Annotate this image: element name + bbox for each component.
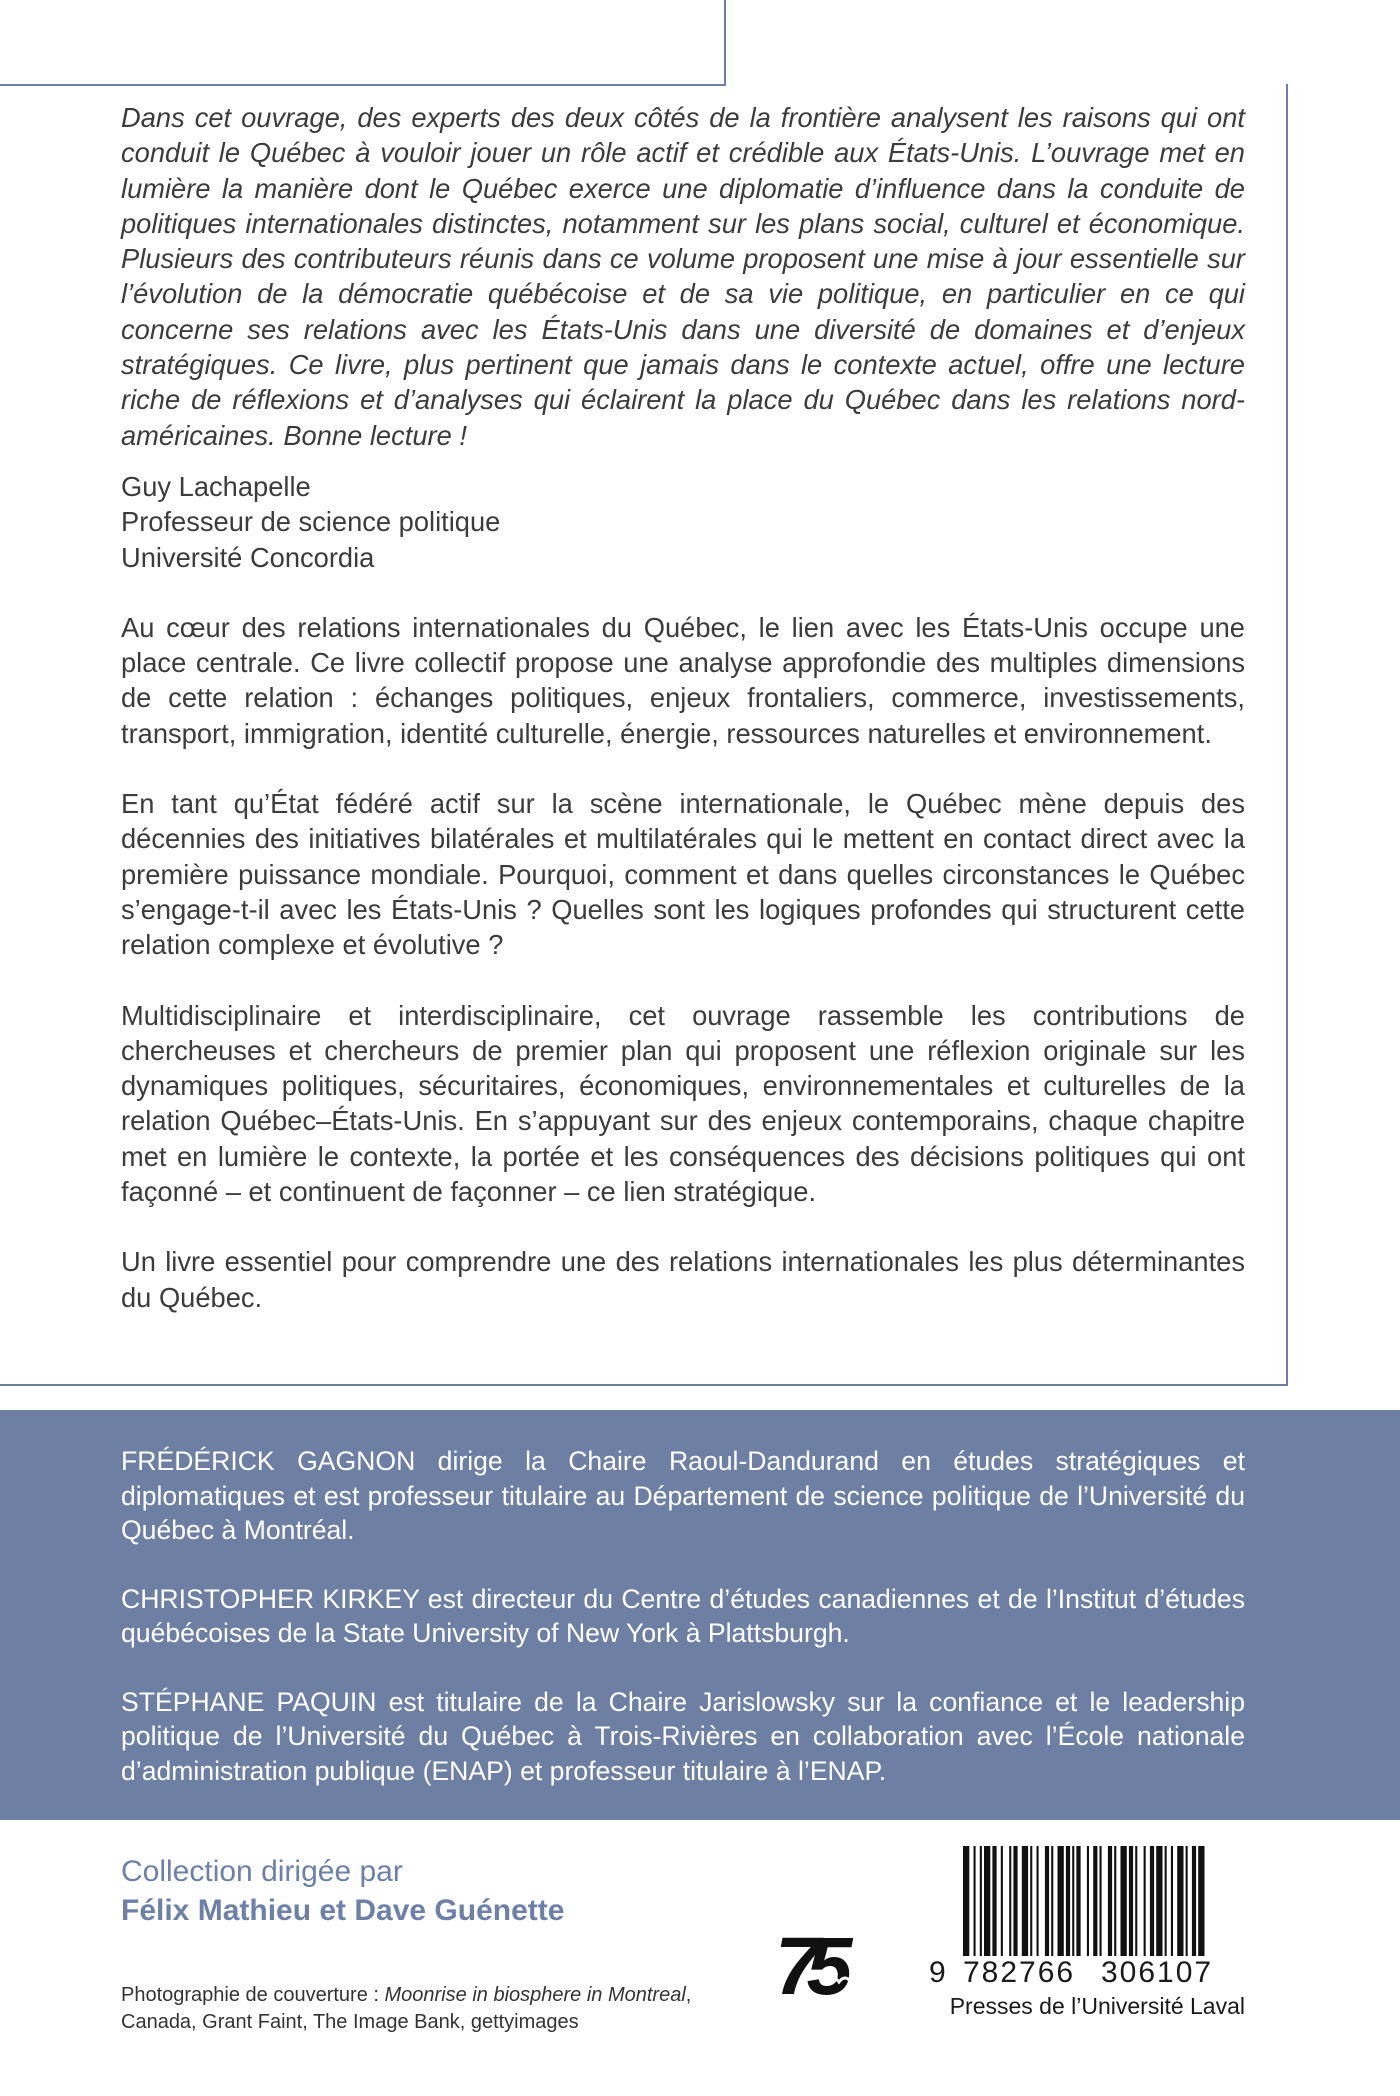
barcode-bar (1087, 1846, 1089, 1956)
barcode-bar (1144, 1846, 1146, 1956)
barcode-bar (1114, 1846, 1116, 1956)
barcode-bar (1108, 1846, 1112, 1956)
barcode-bar (980, 1846, 982, 1956)
collection-block (121, 1852, 564, 1930)
barcode-bar (992, 1846, 996, 1956)
barcode-bar (1045, 1846, 1049, 1956)
barcode-bar (1013, 1846, 1017, 1956)
barcode-bar (1165, 1846, 1167, 1956)
barcode-bar (1156, 1846, 1162, 1956)
collection-editors: Félix Mathieu et Dave Guénette (121, 1894, 565, 1927)
barcode-bar (963, 1846, 969, 1956)
barcode-bar (1058, 1846, 1064, 1956)
barcode-bar (1030, 1846, 1032, 1956)
barcode-bar (1076, 1846, 1080, 1956)
barcode-bar (1037, 1846, 1039, 1956)
photo-credit (121, 1982, 761, 2036)
top-frame-line (0, 0, 726, 86)
barcode-bar (1100, 1846, 1102, 1956)
barcode-bar (1022, 1846, 1028, 1956)
authors-band (0, 1410, 1400, 1820)
publisher-name: Presses de l’Université Laval (949, 1993, 1245, 2019)
barcode-bar (1198, 1846, 1204, 1956)
barcode-bar (1093, 1846, 1097, 1956)
back-cover-text (121, 100, 1245, 1315)
photo-credit-title: Moonrise in biosphere in Montreal (384, 1984, 686, 2006)
isbn-group-1: 782766 (963, 1956, 1076, 1989)
barcode-bar (1066, 1846, 1070, 1956)
signature-block (121, 469, 1245, 575)
body-paragraph: Un livre essentiel pour comprendre une des relations internationales les plus déterminantes du Québec. (121, 1246, 1245, 1313)
photo-credit-prefix: Photographie de couverture : (121, 1984, 385, 2006)
isbn-lead-digit: 9 (929, 1956, 946, 1989)
barcode-bar (1135, 1846, 1137, 1956)
body-paragraph: En tant qu’État fédéré actif sur la scène internationale, le Québec mène depuis des décennies des initiatives bilatérales et multilatérales qui le mettent en contact direct avec la première puissance mondiale. Pourquoi, comment et dans quelles circonstances le Québec s’engage-t-il avec les États-Unis ? Quelles sont les logiques profondes qui structurent cette relation complexe et évolutive ? (121, 788, 1245, 961)
author-bio: FRÉDÉRICK GAGNON dirige la Chaire Raoul-Dandurand en études stratégiques et diplomatiques et est professeur titulaire au Département de science politique de l’Université du Québec à Montréal. (121, 1446, 1245, 1545)
barcode-bar (974, 1846, 976, 1956)
barcode-bar (1177, 1846, 1183, 1956)
barcode-bar (1192, 1846, 1196, 1956)
photo-credit-suffix: , Canada, Grant Faint, The Image Bank, gettyimages (121, 1984, 692, 2033)
barcode-bar (1171, 1846, 1173, 1956)
barcode-icon (963, 1846, 1245, 1956)
body-paragraph: Au cœur des relations internationales du Québec, le lien avec les États-Unis occupe une place centrale. Ce livre collectif propose une analyse approfondie des multiples dimensions de cette relation : échanges politiques, enjeux frontaliers, commerce, investissements, transport, immigration, identité culturelle, énergie, ressources naturelles et environnement. (121, 611, 1245, 749)
authors-list (121, 1444, 1245, 1788)
logo-text: 75 (775, 1924, 839, 2002)
collection-label: Collection dirigée par (121, 1855, 403, 1888)
isbn-group-2: 306107 (1101, 1956, 1214, 1989)
barcode-bar (1150, 1846, 1154, 1956)
intro-paragraph: Dans cet ouvrage, des experts des deux côtés de la frontière analysent les raisons qui ont conduit le Québec à vouloir jouer un rôle actif et crédible aux États-Unis. L’ouvrage met en lumière la manière dont le Québec exerce une diplomatie d’influence dans la conduite de politiques internationales distinctes, notamment sur les plans social, culturel et économique. Plusieurs des contributeurs réunis dans ce volume proposent une mise à jour essentielle sur l’évolution de la démocratie québécoise et de sa vie politique, en particulier en ce qui concerne ses relations avec les États-Unis dans une diversité de domaines et d’enjeux stratégiques. Ce livre, plus pertinent que jamais dans le contexte actuel, offre une lecture riche de réflexions et d’analyses qui éclairent la place du Québec dans les relations nord-américaines. Bonne lecture ! (121, 102, 1245, 451)
barcode-bar (984, 1846, 990, 1956)
isbn-number (929, 1956, 1245, 1988)
barcode-bar (1001, 1846, 1003, 1956)
barcode-bar (1186, 1846, 1188, 1956)
author-bio: STÉPHANE PAQUIN est titulaire de la Chaire Jarislowsky sur la confiance et le leadership politique de l’Université du Québec à Trois-Rivières en collaboration avec l’École nationale d’administration publique (ENAP) et professeur titulaire à l’ENAP. (121, 1686, 1245, 1786)
barcode-bar (1051, 1846, 1053, 1956)
anniversary-75-logo (775, 1924, 871, 2002)
body-paragraph: Multidisciplinaire et interdisciplinaire, cet ouvrage rassemble les contributions de chercheuses et chercheurs de premier plan qui proposent une réflexion originale sur les dynamiques politiques, sécuritaires, économiques, environnementales et culturelles de la relation Québec–États-Unis. En s’appuyant sur des enjeux contemporains, chaque chapitre met en lumière le contexte, la portée et les conséquences des décisions politiques qui ont façonné – et continuent de façonner – ce lien stratégique. (121, 999, 1245, 1208)
barcode-bar (1121, 1846, 1127, 1956)
signature-institution: Université Concordia (121, 541, 375, 573)
signature-title: Professeur de science politique (121, 506, 501, 538)
barcode-bar (1072, 1846, 1074, 1956)
author-bio: CHRISTOPHER KIRKEY est directeur du Centre d’études canadiennes et de l’Institut d’études québécoises de la State University of New York à Plattsburgh. (121, 1583, 1245, 1648)
signature-name: Guy Lachapelle (121, 470, 311, 502)
barcode-bar (1009, 1846, 1011, 1956)
barcode-bar (1129, 1846, 1133, 1956)
